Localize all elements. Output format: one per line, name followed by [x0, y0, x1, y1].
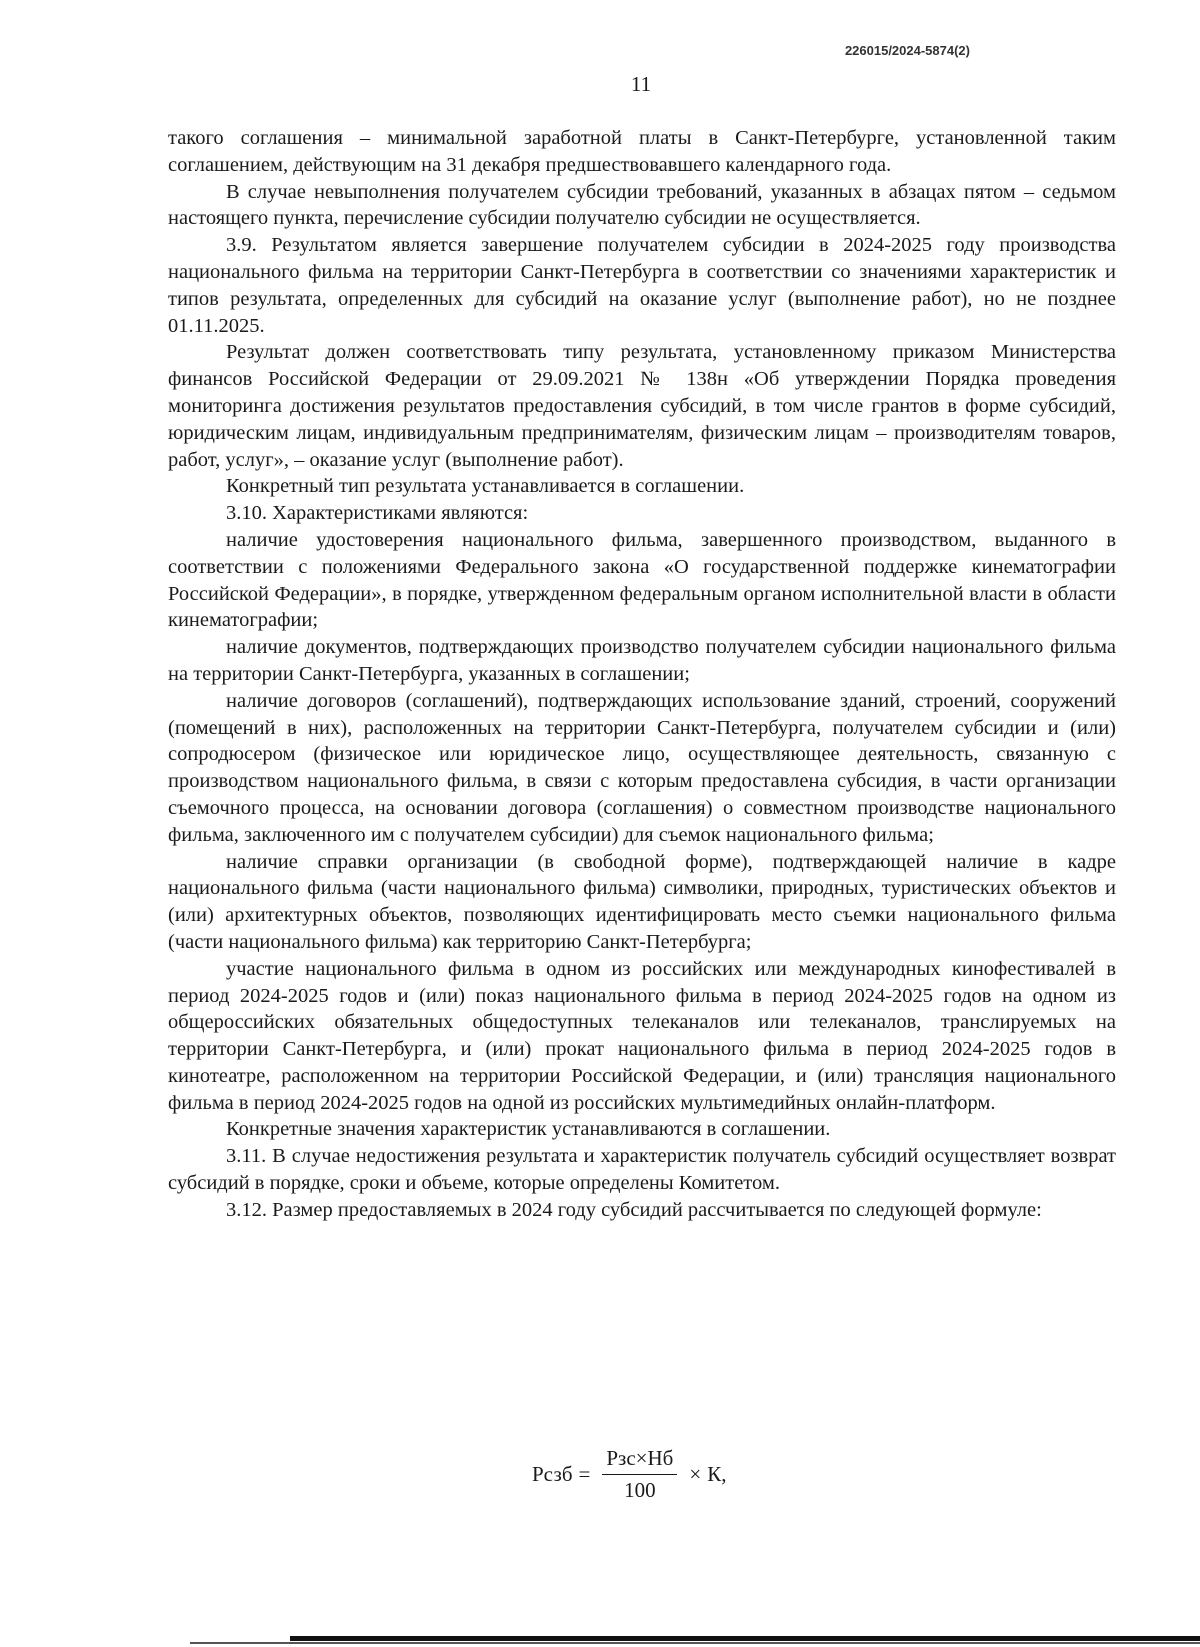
paragraph: 3.12. Размер предоставляемых в 2024 году субсидий рассчитывается по следующей формуле: — [226, 1198, 1042, 1221]
page-number: 11 — [630, 72, 652, 96]
paragraph: наличие документов, подтверждающих производство получателем субсидии национального фильма на территории Санкт-Петербурга, указанных в соглашении; — [168, 636, 1116, 685]
paragraph: 3.9. Результатом является завершение получателем субсидии в 2024-2025 году производства национального фильма на территории Санкт-Петербурга в соответствии со значениями характеристик и типов результата, определенных для субсидий на оказание услуг (выполнение работ), но не позднее 01.11.2025. — [168, 234, 1116, 337]
paragraph: наличие справки организации (в свободной форме), подтверждающей наличие в кадре национального фильма (части национального фильма) символики, природных, туристических объектов и (или) архитектурных объектов, позволяющих идентифицировать место съемки национального фильма (части национального фильма) как территорию Санкт-Петербурга; — [168, 850, 1116, 953]
paragraph: В случае невыполнения получателем субсидии требований, указанных в абзацах пятом – седьмом настоящего пункта, перечисление субсидии получателю субсидии не осуществляется. — [168, 180, 1116, 230]
paragraph: Конкретный тип результата устанавливается в соглашении. — [226, 475, 745, 498]
document-registration-number: 226015/2024-5874(2) — [844, 43, 970, 58]
paragraph: Результат должен соответствовать типу результата, установленному приказом Министерства финансов Российской Федерации от 29.09.2021 № 138н «Об утверждении Порядка проведения мониторинга достижения результатов предоставления субсидий, в том числе грантов в форме субсидий, юридическим лицам, индивидуальным предпринимателям, физическим лицам – производителям товаров, работ, услуг», – оказание услуг (выполнение работ). — [168, 341, 1116, 471]
scan-bottom-edge — [290, 1636, 1200, 1641]
scan-bottom-edge-thin — [190, 1642, 1200, 1644]
formula-times: × — [689, 1462, 702, 1486]
formula-factor: К, — [707, 1462, 727, 1486]
paragraph: 3.11. В случае недостижения результата и характеристик получатель субсидий осуществляет возврат субсидий в порядке, сроки и объеме, которые определены Комитетом. — [168, 1145, 1116, 1195]
paragraph: Конкретные значения характеристик устанавливаются в соглашении. — [226, 1118, 831, 1141]
paragraph: наличие удостоверения национального фильма, завершенного производством, выданного в соответствии с положениями Федерального закона «О государственной поддержке кинематографии Российской Федерации», в порядке, утвержденном федеральным органом исполнительной власти в области кинематографии; — [168, 528, 1116, 632]
formula-denominator: 100 — [624, 1478, 656, 1502]
subsidy-formula — [532, 1446, 726, 1503]
paragraph: 3.10. Характеристиками являются: — [226, 502, 529, 525]
paragraph: наличие договоров (соглашений), подтверждающих использование зданий, строений, сооружений (помещений в них), расположенных на территории Санкт-Петербурга, получателем субсидии и (или) сопродюсером (физическое или юридическое лицо, осуществляющее деятельность, связанную с производством национального фильма, в связи с которым предоставлена субсидия, в части организации съемочного процесса, на основании договора (соглашения) о совместном производстве национального фильма, заключенного им с получателем субсидии) для съемок национального фильма; — [168, 689, 1116, 846]
paragraph: такого соглашения – минимальной заработной платы в Санкт-Петербурге, установленной таким соглашением, действующим на 31 декабря предшествовавшего календарного года. — [168, 127, 1116, 176]
document-body — [168, 125, 1116, 1224]
formula-equals: = — [578, 1462, 591, 1486]
formula-fraction — [602, 1446, 677, 1503]
formula-numerator: Рзс×Нб — [602, 1446, 677, 1475]
paragraph: участие национального фильма в одном из российских или международных кинофестивалей в период 2024-2025 годов и (или) показ национального фильма в период 2024-2025 годов на одном из общероссийских обязательных общедоступных телеканалов или телеканалов, транслируемых на территории Санкт-Петербурга, и (или) прокат национального фильма в период 2024-2025 годов в кинотеатре, расположенном на территории Российской Федерации, и (или) трансляция национального фильма в период 2024-2025 годов на одной из российских мультимедийных онлайн-платформ. — [168, 957, 1116, 1114]
formula-lhs: Рсзб — [532, 1462, 573, 1486]
